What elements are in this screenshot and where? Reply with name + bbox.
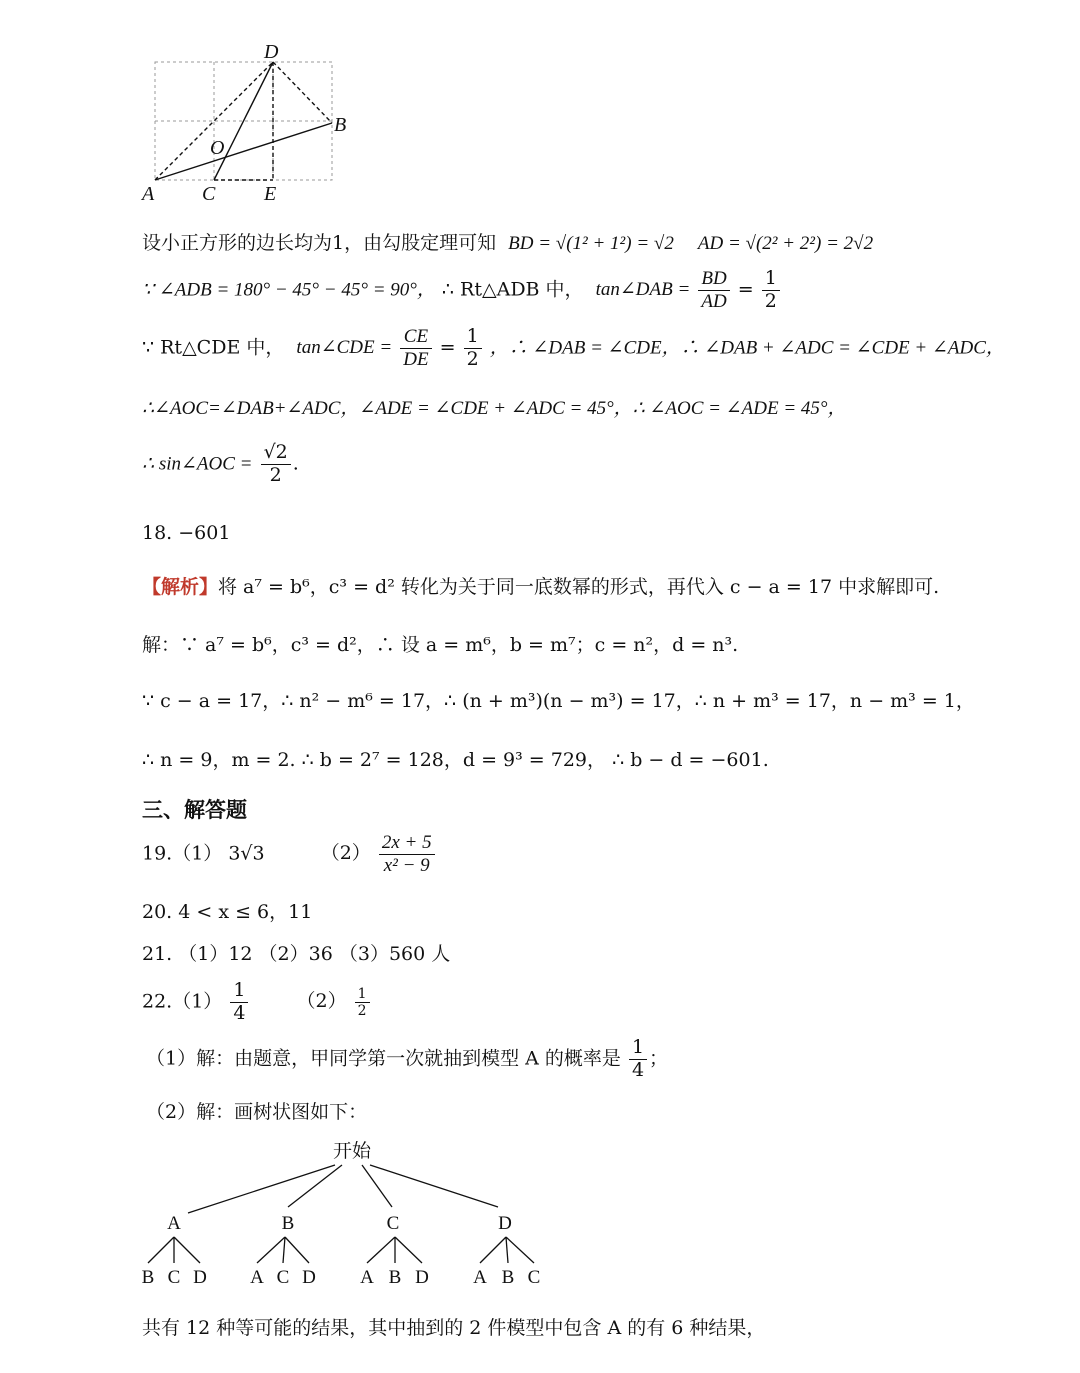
analysis-tag: 【解析】 xyxy=(142,576,219,598)
section-title: 三、解答题 xyxy=(142,797,247,822)
tree-root: 开始 xyxy=(332,1141,372,1162)
fraction-19: $\frac{2x + 5}{\text{x² − 9}}$ xyxy=(379,832,435,877)
fraction-one-half-2: $\frac{1}{2}$ xyxy=(464,326,482,371)
q22-part1-text: （1）解：由题意，甲同学第一次就抽到模型 A 的概率是 xyxy=(146,1047,621,1070)
answer-22-part1-label: 22.（1） xyxy=(142,990,223,1013)
answer-19-part2-label: （2） xyxy=(320,842,371,865)
tree-diagram xyxy=(130,1135,560,1295)
fraction-q22-p1: $\frac{1}{4}$ xyxy=(629,1037,647,1082)
leaf-a-3: D xyxy=(193,1267,207,1288)
tree-branches xyxy=(148,1165,534,1263)
sol17-line2 xyxy=(142,268,782,313)
sol17-line4: ∴∠AOC=∠DAB+∠ADC，∠ADE = ∠CDE + ∠ADC = 45°，∴ ∠AOC = ∠ADE = 45°， xyxy=(142,398,847,419)
label-c: C xyxy=(202,183,216,205)
segment-ab xyxy=(155,123,332,180)
tree-node-d: D xyxy=(498,1213,512,1234)
leaf-d-2: B xyxy=(501,1267,515,1288)
sol17-tan-dab: tan∠DAB = xyxy=(595,279,691,301)
label-e: E xyxy=(264,183,277,205)
leaf-c-3: D xyxy=(415,1267,429,1288)
answer-21: 21. （1）12 （2）36 （3）560 人 xyxy=(142,943,451,965)
q18-answer: 18. −601 xyxy=(142,522,231,544)
tree-node-a: A xyxy=(167,1213,181,1234)
sol17-line3: ∵ Rt△CDE 中， tan∠CDE = $\frac{CE}{DE}$ = $\frac{1}{2}$ ，∴ ∠DAB = ∠CDE，∴ ∠DAB + ∠ADC = ∠CDE + ∠ADC， xyxy=(142,325,1005,370)
leaf-b-2: C xyxy=(276,1267,290,1288)
fraction-one-half: $\frac{1}{2}$ xyxy=(762,268,780,313)
fraction-bd-ad: $\frac{BD}{AD}$ xyxy=(698,268,729,313)
sol17-bd: BD = √(1² + 1²) = √2 xyxy=(508,233,674,254)
leaf-a-2: C xyxy=(167,1267,181,1288)
answer-19 xyxy=(142,832,437,877)
geometry-figure xyxy=(138,40,358,205)
leaf-d-1: A xyxy=(473,1267,487,1288)
label-o: O xyxy=(210,137,225,159)
answer-22-part2-label: （2） xyxy=(296,990,347,1013)
sol17-angle-equal: ，∴ ∠DAB = ∠CDE，∴ ∠DAB + ∠ADC = ∠CDE + ∠ADC， xyxy=(489,337,1005,359)
sol17-sin-aoc: ∴ sin∠AOC = xyxy=(142,453,253,475)
fraction-22b: $\frac{1}{2}$ xyxy=(355,986,370,1019)
q18-step2: ∵ c − a = 17，∴ n² − m⁶ = 17，∴ (n + m³)(n − m³) = 17，∴ n + m³ = 17，n − m³ = 1， xyxy=(142,690,975,712)
leaf-d-3: C xyxy=(527,1267,541,1288)
fraction-ce-de: $\frac{CE}{DE}$ xyxy=(400,326,431,371)
fraction-sqrt2-2: $\frac{√2}{2}$ xyxy=(261,442,291,487)
q18-step1: 解：∵ a⁷ = b⁶，c³ = d²，∴ 设 a = m⁶，b = m⁷；c = n²，d = n³. xyxy=(142,634,739,656)
sol17-rt-cde: ∵ Rt△CDE 中， xyxy=(142,336,285,359)
fraction-22a: $\frac{1}{4}$ xyxy=(230,980,248,1025)
label-a: A xyxy=(142,183,155,205)
tree-node-b: B xyxy=(281,1213,295,1234)
equals-sign: = xyxy=(737,278,754,301)
sol17-rt-adb: ∴ Rt△ADB 中， xyxy=(441,278,584,301)
leaf-a-1: B xyxy=(141,1267,155,1288)
analysis-text: 将 a⁷ = b⁶，c³ = d² 转化为关于同一底数幂的形式，再代入 c − a = 17 中求解即可. xyxy=(218,576,940,598)
sol17-text: 设小正方形的边长均为1，由勾股定理可知 xyxy=(142,232,497,254)
answer-22 xyxy=(142,980,372,1025)
sol17-tan-cde: tan∠CDE = xyxy=(296,337,393,359)
q22-part1: （1）解：由题意，甲同学第一次就抽到模型 A 的概率是 $\frac{1}{4}$ ； xyxy=(146,1036,669,1081)
tree-node-c: C xyxy=(386,1213,400,1234)
answer-19-part1: 19.（1） 3√3 xyxy=(142,842,265,865)
leaf-c-1: A xyxy=(360,1267,374,1288)
sol17-angle-adb: ∵ ∠ADB = 180° − 45° − 45° = 90°， xyxy=(142,279,436,301)
sol17-line5: ∴ sin∠AOC = $\frac{√2}{2}$ . xyxy=(142,441,299,486)
sol17-line1 xyxy=(142,228,873,255)
answer-20: 20. 4 < x ≤ 6，11 xyxy=(142,901,313,923)
segment-db xyxy=(273,62,332,123)
q22-part2: （2）解：画树状图如下： xyxy=(146,1101,368,1123)
label-b: B xyxy=(334,114,347,136)
label-d: D xyxy=(264,41,279,63)
sol17-ad: AD = √(2² + 2²) = 2√2 xyxy=(697,233,874,254)
q18-step3: ∴ n = 9，m = 2. ∴ b = 2⁷ = 128，d = 9³ = 729， ∴ b − d = −601. xyxy=(142,749,769,771)
leaf-c-2: B xyxy=(388,1267,402,1288)
q22-conclusion: 共有 12 种等可能的结果，其中抽到的 2 件模型中包含 A 的有 6 种结果， xyxy=(142,1317,766,1339)
segment-ad xyxy=(155,62,273,180)
leaf-b-3: D xyxy=(302,1267,316,1288)
leaf-b-1: A xyxy=(250,1267,264,1288)
q18-analysis xyxy=(142,572,939,599)
